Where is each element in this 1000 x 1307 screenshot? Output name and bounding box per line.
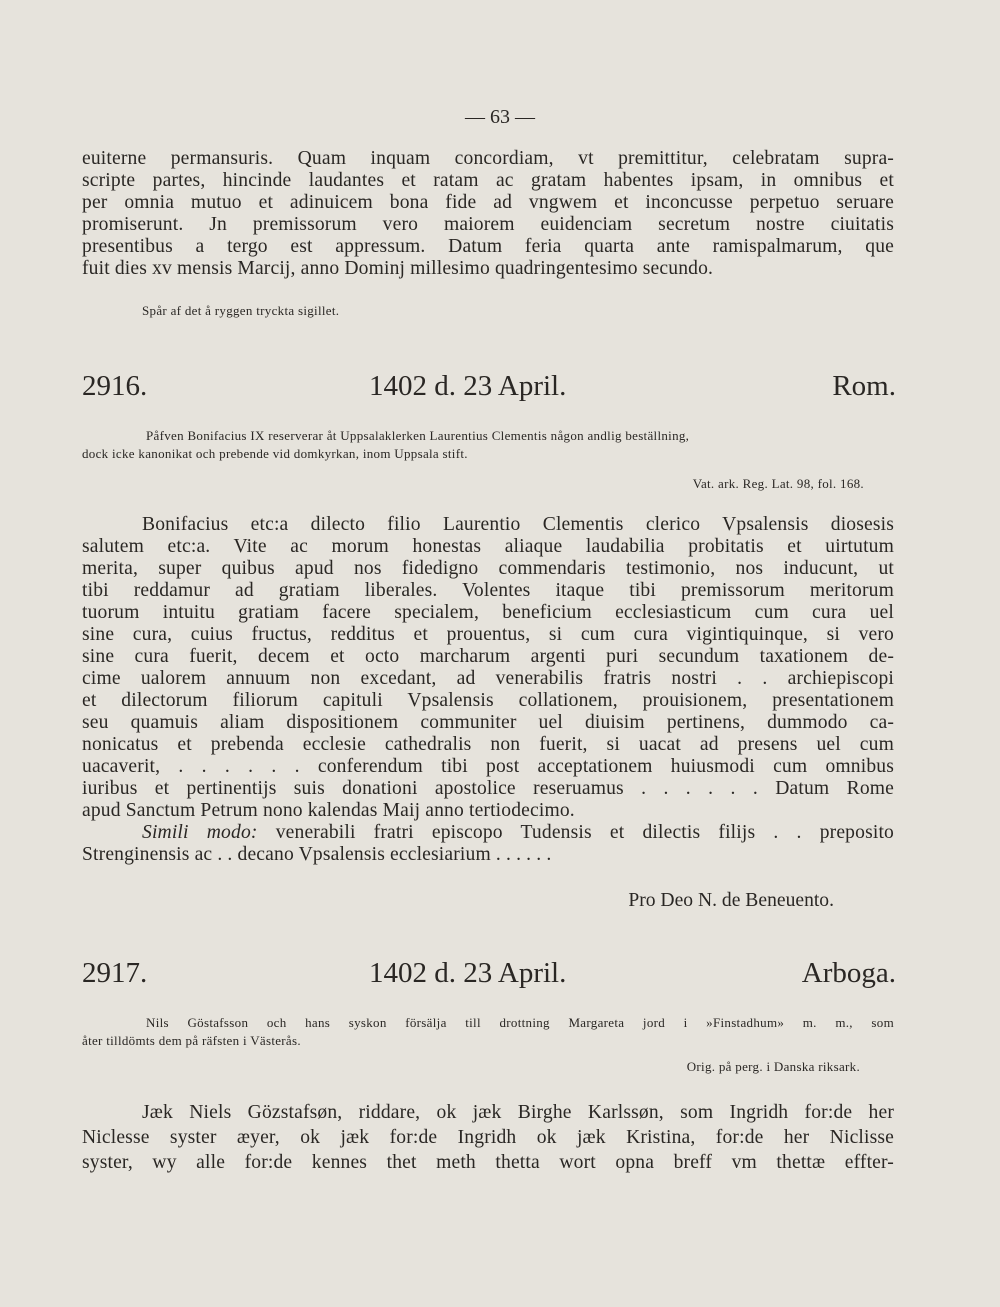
text-line: seu quamuis aliam dispositionem communiter uel diuisim pertinens, dummodo ca- [82,712,894,733]
text-line: sine cura fuerit, decem et octo marcharum argenti puri secundum taxationem de- [82,646,894,667]
signature: Pro Deo N. de Beneuento. [628,890,834,911]
simili-modo-text: venerabili fratri episcopo Tudensis et dilectis filijs . . preposito [257,822,894,843]
text-line: scripte partes, hincinde laudantes et ratam ac gratam habentes ipsam, in omnibus et [82,170,894,191]
entry-number: 2917. [82,957,148,989]
page-number: — 63 — [465,106,535,128]
entry-text-2917 [82,1100,894,1175]
text-line: fuit dies xv mensis Marcij, anno Dominj millesimo quadringentesimo secundo. [82,258,714,279]
text-line: salutem etc:a. Vite ac morum honestas aliaque laudabilia probitatis et uirtutum [82,536,894,557]
entry-date: 1402 d. 23 April. [369,370,567,402]
entry-number: 2916. [82,370,148,402]
text-line: uacaverit, . . . . . . conferendum tibi post acceptationem huiusmodi cum omnibus [82,756,894,777]
text-line: tuorum intuitu gratiam facere specialem, beneficium ecclesiasticum cum cura uel [82,602,894,623]
entry-place: Arboga. [801,957,896,989]
entry-header-2916 [82,370,896,404]
entry-place: Rom. [832,370,896,402]
summary-line: dock icke kanonikat och prebende vid domkyrkan, inom Uppsala stift. [82,446,468,461]
text-line: iuribus et pertinentijs suis donationi apostolice reseruamus . . . . . . Datum Rome [82,778,894,799]
text-line: syster, wy alle for:de kennes thet meth thetta wort opna breff vm thettæ effter- [82,1152,894,1173]
text-line: Bonifacius etc:a dilecto filio Laurentio Clementis clerico Vpsalensis diosesis [142,514,894,535]
entry-summary-2917 [82,1014,894,1050]
source-reference: Vat. ark. Reg. Lat. 98, fol. 168. [692,476,864,491]
text-line: sine cura, cuius fructus, redditus et prouentus, si cum cura vigintiquinque, si vero [82,624,894,645]
intro-text [82,148,894,280]
summary-line: Nils Göstafsson och hans syskon försälja till drottning Margareta jord i »Finstadhum» m. m., som [146,1015,894,1030]
seal-note: Spår af det å ryggen tryckta sigillet. [142,303,340,318]
text-line: Niclesse syster æyer, ok jæk for:de Ingridh ok jæk Kristina, for:de her Niclisse [82,1127,894,1148]
text-line: tibi reddamur ad gratiam liberales. Volentes itaque tibi premissorum meritorum [82,580,894,601]
text-line: presentibus a tergo est appressum. Datum feria quarta ante ramispalmarum, que [82,236,894,257]
text-line: Strenginensis ac . . decano Vpsalensis ecclesiarium . . . . . . [82,844,552,865]
text-line [82,822,894,844]
simili-modo-label: Simili modo: [142,822,258,843]
text-line: promiserunt. Jn premissorum vero maiorem euidenciam secretum nostre ciuitatis [82,214,894,235]
entry-summary-2916 [82,427,894,463]
entry-text-2916 [82,514,894,866]
source-reference: Orig. på perg. i Danska riksark. [686,1059,860,1074]
text-line: nonicatus et prebenda ecclesie cathedralis non fuerit, si uacat ad presens uel cum [82,734,894,755]
entry-date: 1402 d. 23 April. [369,957,567,989]
text-line: per omnia mutuo et adinuicem bona fide ad vngwem et inconcusse perpetuo seruare [82,192,894,213]
summary-line: åter tilldömts dem på räfsten i Västerås. [82,1033,301,1048]
text-line: apud Sanctum Petrum nono kalendas Maij anno tertiodecimo. [82,800,575,821]
text-line: cime ualorem annuum non excedant, ad venerabilis fratris nostri . . archiepiscopi [82,668,894,689]
text-line: Jæk Niels Gözstafsøn, riddare, ok jæk Birghe Karlssøn, som Ingridh for:de her [142,1102,894,1123]
summary-line: Påfven Bonifacius IX reserverar åt Uppsalaklerken Laurentius Clementis någon andlig beställning, [146,428,690,443]
text-line: et dilectorum filiorum capituli Vpsalensis collationem, prouisionem, presentationem [82,690,894,711]
text-line: euiterne permansuris. Quam inquam concordiam, vt premittitur, celebratam supra- [82,148,894,169]
text-line: merita, super quibus apud nos fidedigno commendaris testimonio, nos inducunt, ut [82,558,894,579]
entry-header-2917 [82,957,896,991]
